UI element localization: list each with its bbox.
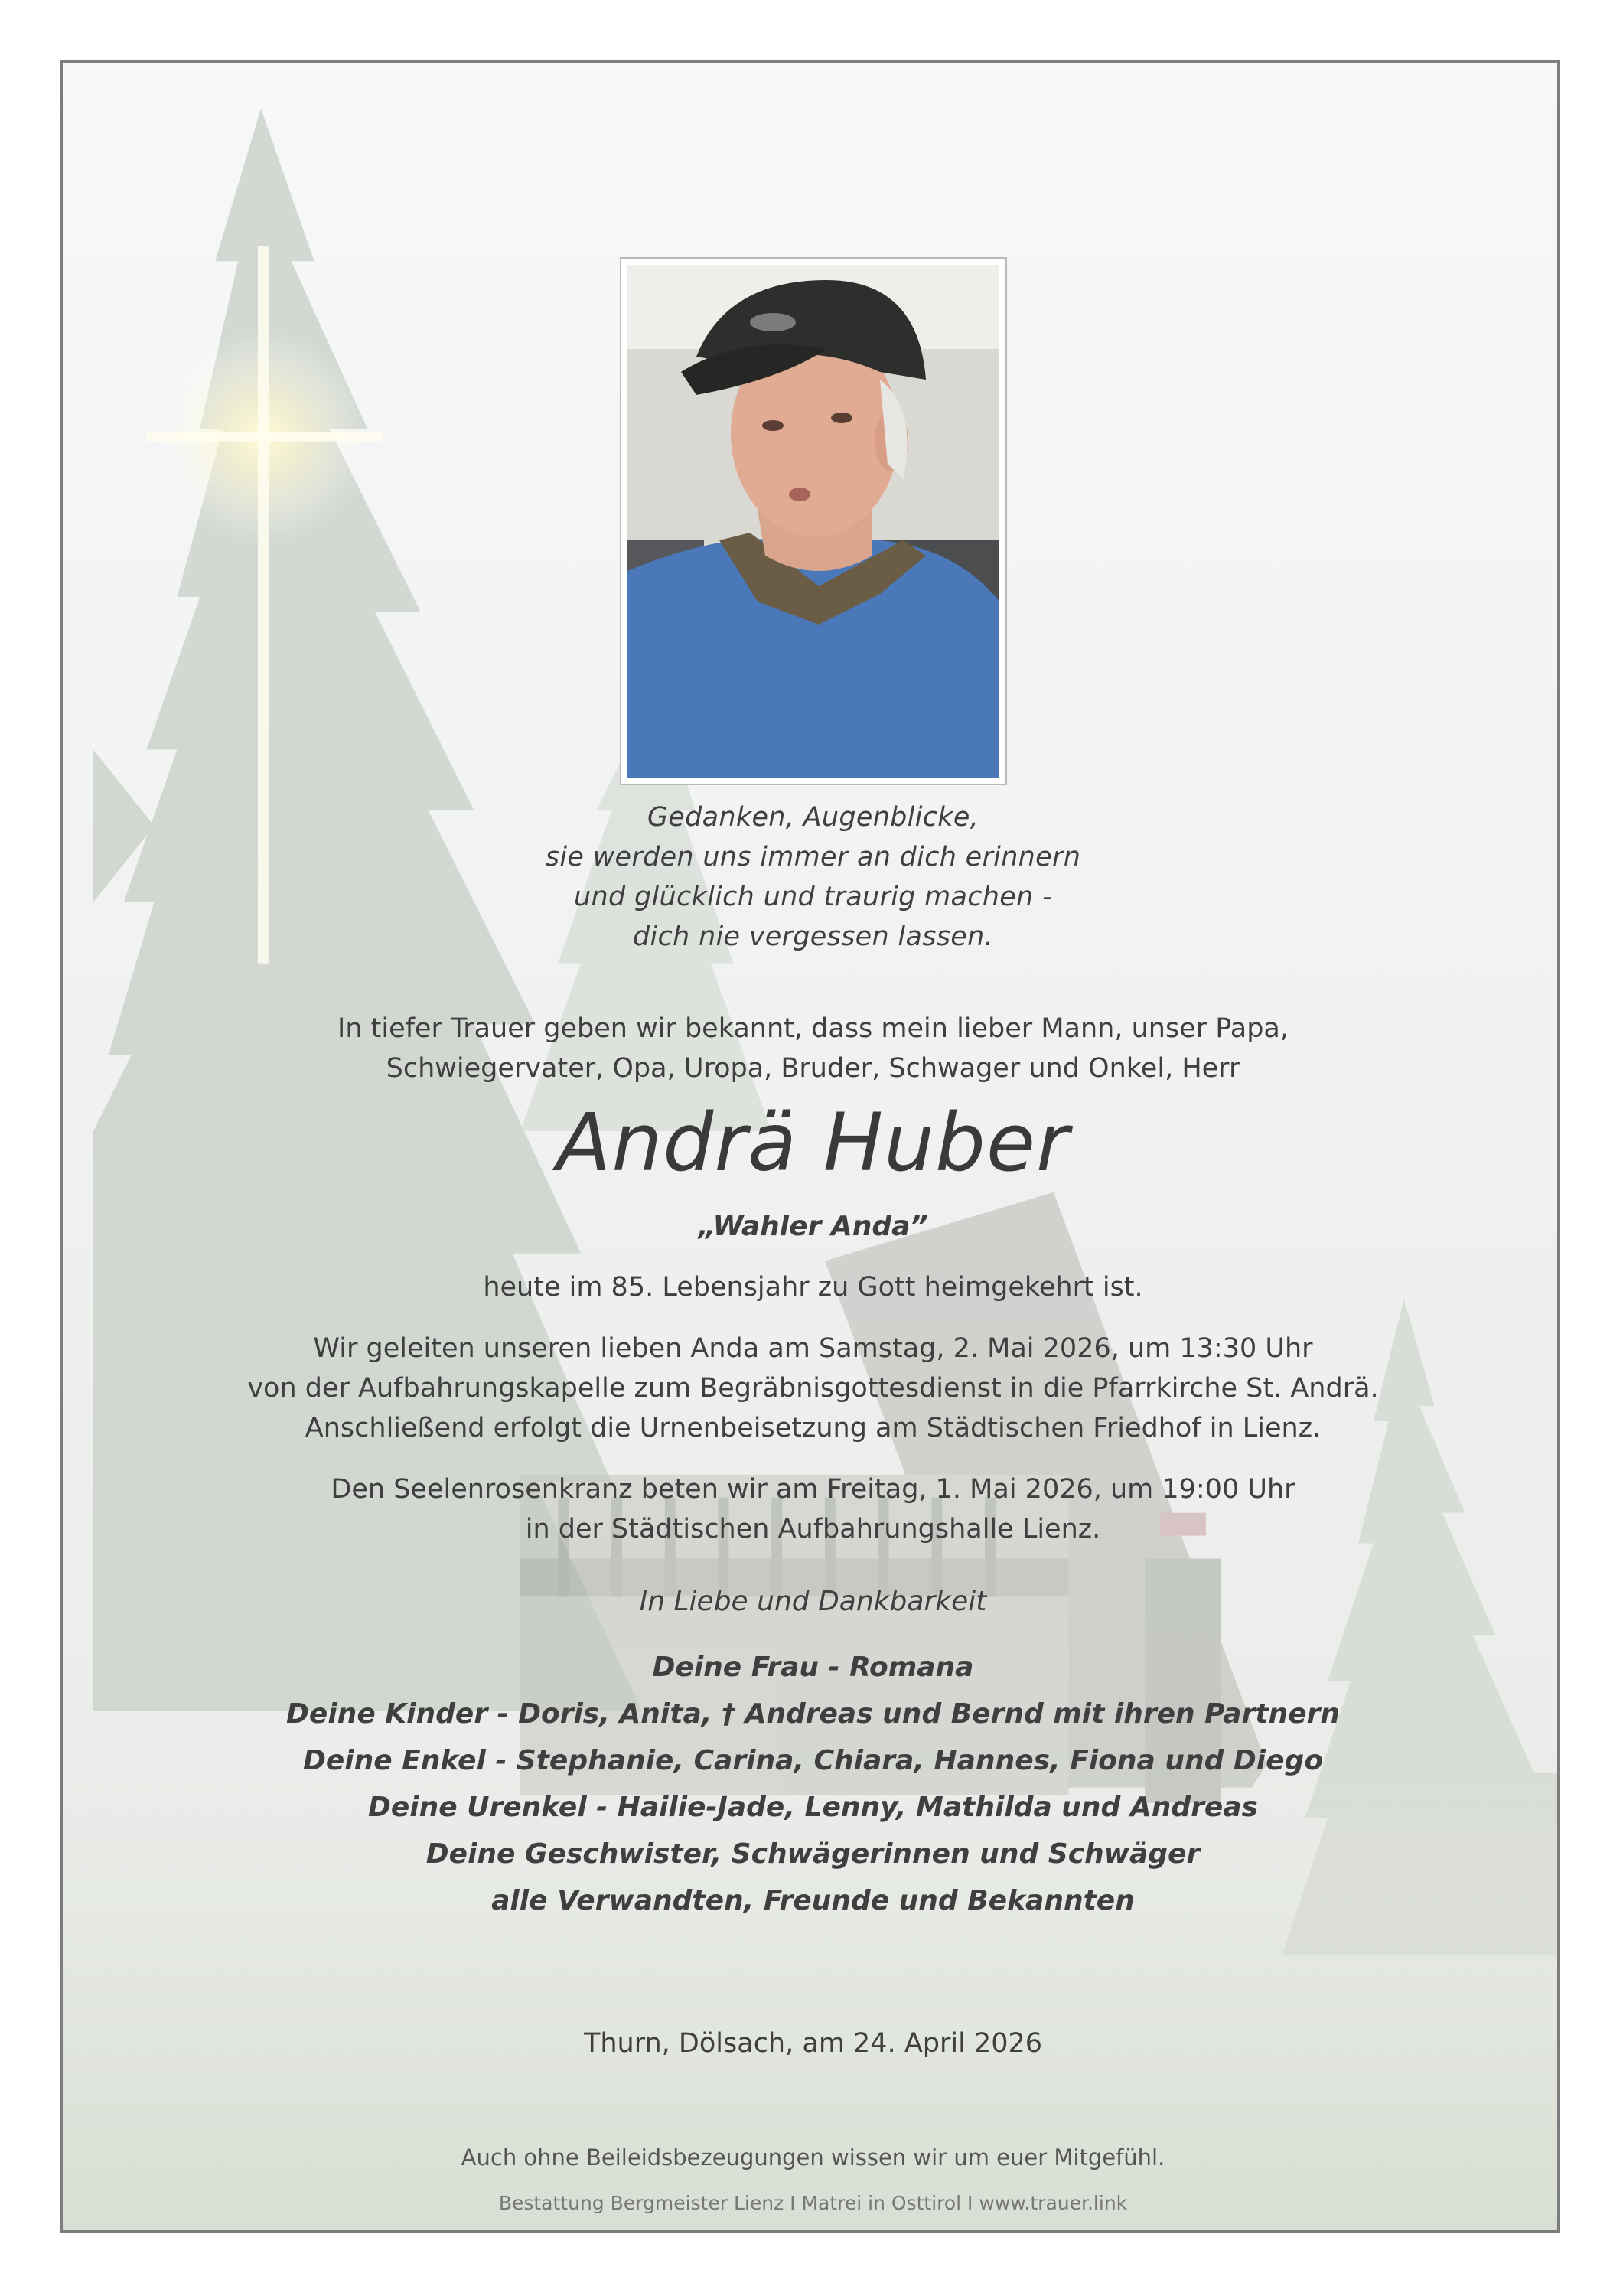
- family-line: Deine Enkel - Stephanie, Carina, Chiara, Hannes, Fiona und Diego: [302, 1745, 1324, 1776]
- family-line: alle Verwandten, Freunde und Bekannten: [491, 1885, 1135, 1916]
- footer-credit: Bestattung Bergmeister Lienz I Matrei in Osttirol I www.trauer.link: [498, 2192, 1128, 2214]
- family-line: Deine Geschwister, Schwägerinnen und Schwäger: [425, 1838, 1201, 1870]
- funeral-line: von der Aufbahrungskapelle zum Begräbnisgottesdienst in die Pfarrkirche St. Andrä.: [247, 1373, 1379, 1404]
- announcement-line: Schwiegervater, Opa, Uropa, Bruder, Schwager und Onkel, Herr: [386, 1053, 1240, 1084]
- passing-statement: heute im 85. Lebensjahr zu Gott heimgekehrt ist.: [483, 1272, 1143, 1303]
- deceased-nickname: „Wahler Anda”: [698, 1211, 928, 1242]
- obituary-frame: [60, 60, 1560, 2233]
- deceased-name: Andrä Huber: [556, 1096, 1070, 1189]
- poem-line: und glücklich und traurig machen -: [574, 882, 1052, 912]
- rosary-line: in der Städtischen Aufbahrungshalle Lienz.: [525, 1514, 1101, 1544]
- family-line: Deine Kinder - Doris, Anita, † Andreas und Bernd mit ihren Partnern: [286, 1698, 1340, 1730]
- family-line: Deine Frau - Romana: [652, 1652, 974, 1683]
- poem-line: dich nie vergessen lassen.: [632, 921, 994, 952]
- thanks-line: In Liebe und Dankbarkeit: [639, 1586, 987, 1617]
- family-line: Deine Urenkel - Hailie-Jade, Lenny, Mathilda und Andreas: [368, 1792, 1258, 1823]
- rosary-line: Den Seelenrosenkranz beten wir am Freitag, 1. Mai 2026, um 19:00 Uhr: [331, 1474, 1295, 1505]
- no-condolences-note: Auch ohne Beileidsbezeugungen wissen wir um euer Mitgefühl.: [461, 2144, 1165, 2170]
- poem-line: sie werden uns immer an dich erinnern: [545, 842, 1081, 872]
- poem-line: Gedanken, Augenblicke,: [647, 802, 979, 833]
- funeral-line: Anschließend erfolgt die Urnenbeisetzung am Städtischen Friedhof in Lienz.: [305, 1413, 1322, 1443]
- obituary-text: [63, 63, 1560, 2233]
- funeral-line: Wir geleiten unseren lieben Anda am Samstag, 2. Mai 2026, um 13:30 Uhr: [313, 1333, 1313, 1364]
- announcement-line: In tiefer Trauer geben wir bekannt, dass mein lieber Mann, unser Papa,: [337, 1013, 1289, 1044]
- place-date: Thurn, Dölsach, am 24. April 2026: [583, 2028, 1043, 2059]
